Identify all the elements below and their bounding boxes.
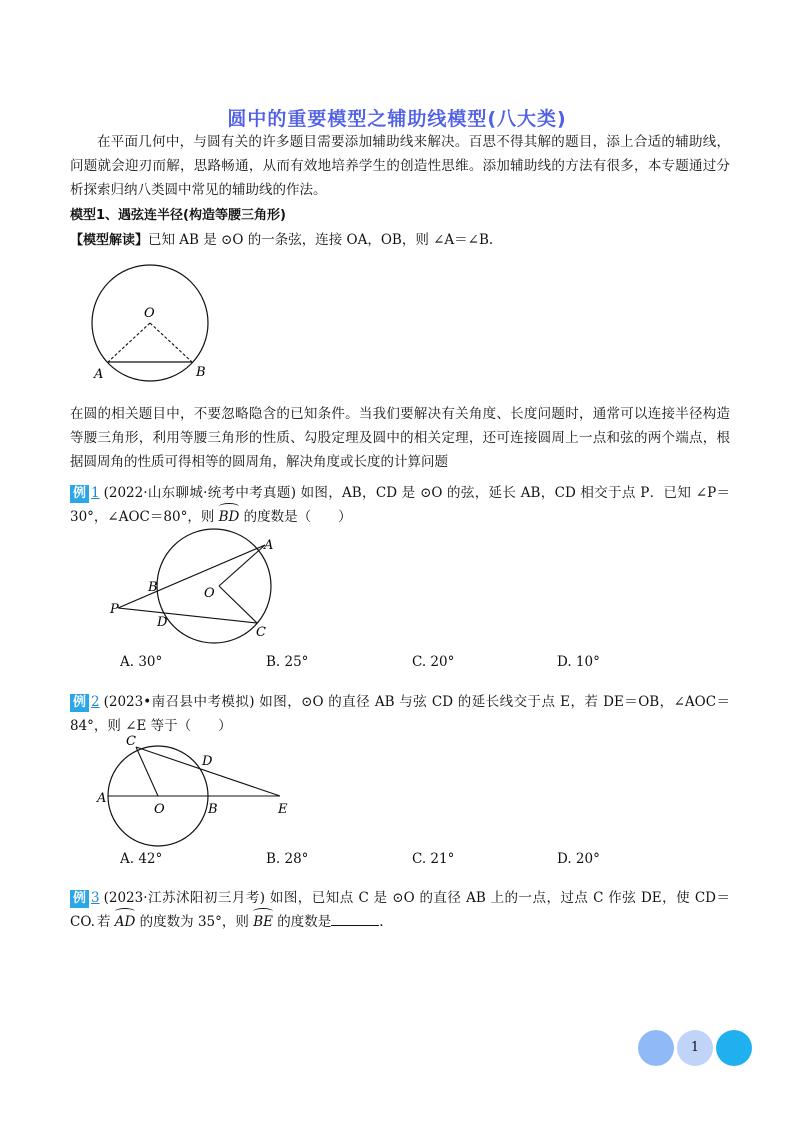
example-3-text-e: . xyxy=(379,914,384,930)
option-a[interactable]: A. 30° xyxy=(120,654,163,670)
model1-heading: 模型1、遇弦连半径(构造等腰三角形) xyxy=(70,208,286,223)
intro-paragraph: 在平面几何中，与圆有关的许多题目需要添加辅助线来解决。百思不得其解的题目，添上合适的辅助线，问题就会迎刃而解，思路畅通，从而有效地培养学生的创造性思维。添加辅助线的方法有很多，本专题通过分析探索归纳八类圆中常见的辅助线的作法。 xyxy=(70,134,730,198)
option-d[interactable]: D. 10° xyxy=(557,654,600,670)
model-explain-text: 已知 AB 是 ⊙O 的一条弦，连接 OA，OB，则 ∠A＝∠B. xyxy=(148,232,494,248)
ex1-label-a: A xyxy=(264,538,274,553)
ex1-line-pc xyxy=(118,608,257,623)
model1-note: 在圆的相关题目中，不要忽略隐含的已知条件。当我们要解决有关角度、长度问题时，通常可以连接半径构造等腰三角形，利用等腰三角形的性质、勾股定理及圆中的相关定理，还可连接圆周上一点和弦的两个端点，根据圆周角的性质可得相等的圆周角，解决角度或长度的计算问题 xyxy=(70,406,730,470)
example-3-text-a: (2023·江苏沭阳初三月考) 如图，已知点 C 是 ⊙O 的直径 AB 上的一点，过点 C 作弦 DE，使 CD＝CO. xyxy=(70,890,730,930)
option-a[interactable]: A. 42° xyxy=(120,851,163,867)
ex1-label-c: C xyxy=(256,625,266,640)
example-3-text-d: 的度数是 xyxy=(272,914,332,930)
answer-blank[interactable] xyxy=(331,925,379,926)
model1-explain xyxy=(70,228,730,253)
ex1-radius-oc xyxy=(219,586,257,623)
ex1-label-b: B xyxy=(148,580,158,595)
arc-ad: AD xyxy=(115,910,136,934)
ex2-label-c: C xyxy=(126,734,136,749)
example-1 xyxy=(70,481,730,529)
option-b[interactable]: B. 28° xyxy=(266,851,309,867)
ex1-radius-oa xyxy=(219,545,265,586)
ex1-label-o: O xyxy=(204,586,215,601)
ex1-line-pa xyxy=(118,545,265,608)
example-1-figure xyxy=(104,528,294,648)
ex2-label-e: E xyxy=(278,802,288,817)
option-b[interactable]: B. 25° xyxy=(266,654,309,670)
example-1-text-b: 的度数是（ ） xyxy=(239,509,352,525)
example-badge: 例 xyxy=(70,694,89,712)
ex2-label-b: B xyxy=(208,802,218,817)
example-number: 3 xyxy=(91,890,100,906)
fig1-label-o: O xyxy=(144,306,155,321)
page-number-badge xyxy=(638,1030,752,1066)
fig1-label-a: A xyxy=(94,367,104,382)
example-3-text-b: 若 xyxy=(97,914,115,930)
fig1-radius-oa xyxy=(108,323,150,362)
page-number: 1 xyxy=(690,1040,700,1055)
page-title: 圆中的重要模型之辅助线模型(八大类) xyxy=(227,108,567,130)
example-2-figure xyxy=(94,734,304,844)
model-explain-tag: 【模型解读】 xyxy=(70,233,149,248)
ex2-label-a: A xyxy=(97,791,107,806)
ex1-label-p: P xyxy=(110,602,119,617)
example-badge: 例 xyxy=(70,890,89,908)
arc-bd: BD xyxy=(219,505,240,529)
example-1-options xyxy=(120,654,720,676)
ex2-label-o: O xyxy=(154,802,165,817)
option-c[interactable]: C. 20° xyxy=(412,654,455,670)
example-3-line2 xyxy=(97,910,727,934)
example-1-text-a: (2022·山东聊城·统考中考真题) 如图，AB，CD 是 ⊙O 的弦，延长 AB，CD 相交于点 P．已知 ∠P＝30°，∠AOC＝80°，则 xyxy=(70,485,730,525)
arc-be: BE xyxy=(253,910,273,934)
option-d[interactable]: D. 20° xyxy=(557,851,600,867)
page-circle-left xyxy=(638,1030,674,1066)
example-2-options xyxy=(120,851,720,873)
example-badge: 例 xyxy=(70,485,89,503)
fig1-label-b: B xyxy=(196,365,206,380)
example-2-text: (2023•南召县中考模拟) 如图，⊙O 的直径 AB 与弦 CD 的延长线交于点 E，若 DE＝OB，∠AOC＝84°，则 ∠E 等于（ ） xyxy=(70,694,730,734)
page-circle-right xyxy=(716,1030,752,1066)
option-c[interactable]: C. 21° xyxy=(412,851,455,867)
example-number: 2 xyxy=(91,694,100,710)
ex2-label-d: D xyxy=(202,754,213,769)
model1-figure xyxy=(88,272,218,382)
ex1-label-d: D xyxy=(157,615,168,630)
example-2 xyxy=(70,690,730,738)
fig1-radius-ob xyxy=(150,323,192,362)
ex2-radius-oc xyxy=(136,747,158,796)
example-number: 1 xyxy=(91,485,100,501)
example-3-text-c: 的度数为 35°，则 xyxy=(135,914,254,930)
